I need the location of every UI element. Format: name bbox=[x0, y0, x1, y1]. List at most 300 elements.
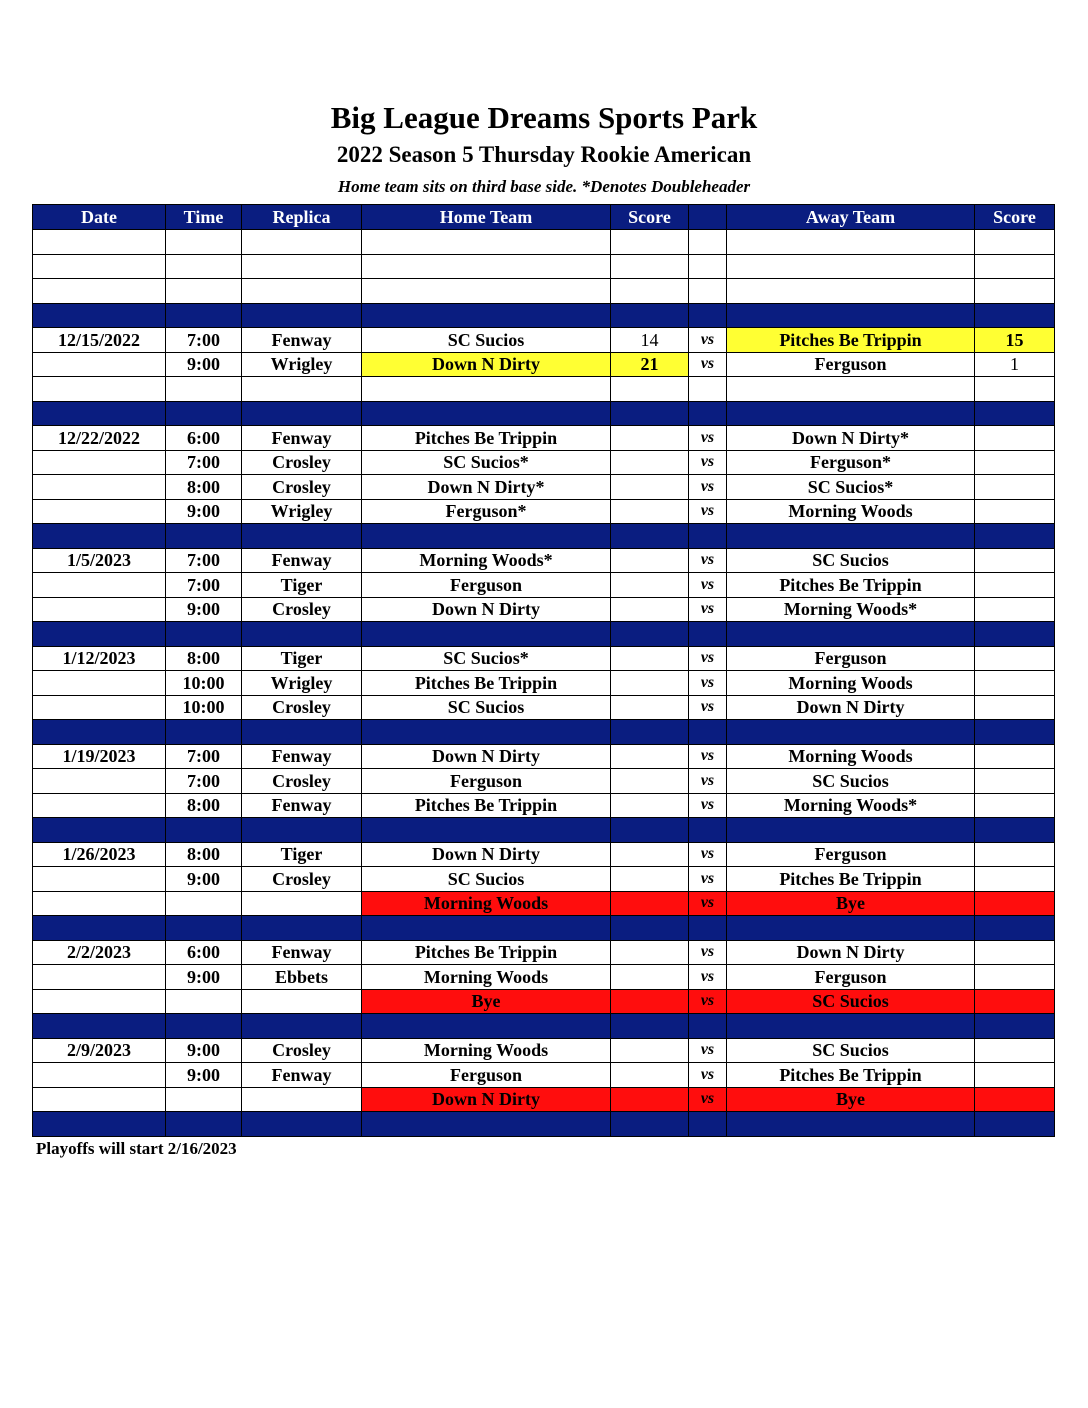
vs-cell: vs bbox=[689, 965, 727, 990]
page-title: Big League Dreams Sports Park bbox=[330, 100, 758, 135]
column-header-away-team: Away Team bbox=[727, 205, 975, 230]
home-team-cell: Morning Woods bbox=[362, 1038, 611, 1063]
replica-cell: Tiger bbox=[242, 842, 362, 867]
away-score-cell bbox=[975, 842, 1055, 867]
vs-cell: vs bbox=[689, 891, 727, 916]
away-team-cell bbox=[727, 377, 975, 402]
home-score-cell bbox=[611, 230, 689, 255]
game-row bbox=[33, 867, 1055, 892]
date-cell bbox=[33, 793, 166, 818]
date-cell bbox=[33, 720, 166, 745]
game-row bbox=[33, 573, 1055, 598]
time-cell bbox=[166, 989, 242, 1014]
blank-row bbox=[33, 377, 1055, 402]
replica-cell: Fenway bbox=[242, 328, 362, 353]
home-team-cell: Down N Dirty bbox=[362, 744, 611, 769]
game-row bbox=[33, 793, 1055, 818]
away-team-cell: Morning Woods bbox=[727, 499, 975, 524]
away-team-cell: Morning Woods* bbox=[727, 597, 975, 622]
vs-cell: vs bbox=[689, 1087, 727, 1112]
home-score-cell bbox=[611, 891, 689, 916]
time-cell: 9:00 bbox=[166, 597, 242, 622]
time-cell: 8:00 bbox=[166, 842, 242, 867]
home-score-cell bbox=[611, 401, 689, 426]
away-score-cell bbox=[975, 1087, 1055, 1112]
time-cell bbox=[166, 891, 242, 916]
week-separator-row bbox=[33, 818, 1055, 843]
home-team-cell bbox=[362, 279, 611, 304]
replica-cell: Tiger bbox=[242, 573, 362, 598]
date-cell bbox=[33, 230, 166, 255]
vs-cell: vs bbox=[689, 695, 727, 720]
away-team-cell: SC Sucios bbox=[727, 1038, 975, 1063]
replica-cell: Fenway bbox=[242, 1063, 362, 1088]
home-team-cell bbox=[362, 916, 611, 941]
replica-cell: Crosley bbox=[242, 1038, 362, 1063]
home-score-cell bbox=[611, 450, 689, 475]
away-team-cell: Morning Woods bbox=[727, 671, 975, 696]
away-score-cell bbox=[975, 671, 1055, 696]
away-team-cell: Ferguson* bbox=[727, 450, 975, 475]
away-score-cell bbox=[975, 475, 1055, 500]
vs-cell: vs bbox=[689, 744, 727, 769]
replica-cell: Ebbets bbox=[242, 965, 362, 990]
date-cell bbox=[33, 475, 166, 500]
time-cell: 8:00 bbox=[166, 646, 242, 671]
away-team-cell bbox=[727, 622, 975, 647]
home-score-cell bbox=[611, 573, 689, 598]
time-cell bbox=[166, 720, 242, 745]
game-row bbox=[33, 597, 1055, 622]
home-score-cell bbox=[611, 940, 689, 965]
column-header-home-team: Home Team bbox=[362, 205, 611, 230]
replica-cell bbox=[242, 916, 362, 941]
vs-cell bbox=[689, 720, 727, 745]
game-row bbox=[33, 940, 1055, 965]
home-score-cell bbox=[611, 254, 689, 279]
home-score-cell bbox=[611, 989, 689, 1014]
replica-cell bbox=[242, 989, 362, 1014]
date-cell bbox=[33, 573, 166, 598]
home-score-cell bbox=[611, 303, 689, 328]
replica-cell: Crosley bbox=[242, 769, 362, 794]
vs-cell: vs bbox=[689, 450, 727, 475]
date-cell: 2/9/2023 bbox=[33, 1038, 166, 1063]
away-score-cell bbox=[975, 867, 1055, 892]
date-cell: 2/2/2023 bbox=[33, 940, 166, 965]
replica-cell bbox=[242, 720, 362, 745]
date-cell bbox=[33, 499, 166, 524]
date-cell: 12/22/2022 bbox=[33, 426, 166, 451]
home-score-cell bbox=[611, 279, 689, 304]
home-team-cell: Pitches Be Trippin bbox=[362, 426, 611, 451]
vs-cell: vs bbox=[689, 573, 727, 598]
home-score-cell bbox=[611, 695, 689, 720]
replica-cell: Fenway bbox=[242, 548, 362, 573]
column-header-time: Time bbox=[166, 205, 242, 230]
vs-cell bbox=[689, 818, 727, 843]
home-score-cell bbox=[611, 793, 689, 818]
date-cell bbox=[33, 303, 166, 328]
replica-cell bbox=[242, 279, 362, 304]
replica-cell bbox=[242, 303, 362, 328]
replica-cell: Fenway bbox=[242, 744, 362, 769]
home-score-cell bbox=[611, 769, 689, 794]
time-cell: 7:00 bbox=[166, 573, 242, 598]
date-cell bbox=[33, 597, 166, 622]
away-team-cell: Ferguson bbox=[727, 352, 975, 377]
away-score-cell bbox=[975, 597, 1055, 622]
away-team-cell: Pitches Be Trippin bbox=[727, 328, 975, 353]
replica-cell: Crosley bbox=[242, 695, 362, 720]
away-score-cell bbox=[975, 499, 1055, 524]
week-separator-row bbox=[33, 303, 1055, 328]
home-team-cell bbox=[362, 254, 611, 279]
date-cell bbox=[33, 279, 166, 304]
away-team-cell: Morning Woods bbox=[727, 744, 975, 769]
time-cell bbox=[166, 377, 242, 402]
away-score-cell bbox=[975, 548, 1055, 573]
vs-cell: vs bbox=[689, 769, 727, 794]
away-team-cell bbox=[727, 254, 975, 279]
home-team-cell bbox=[362, 1014, 611, 1039]
away-team-cell bbox=[727, 720, 975, 745]
time-cell: 7:00 bbox=[166, 769, 242, 794]
week-separator-row bbox=[33, 916, 1055, 941]
week-separator-row bbox=[33, 524, 1055, 549]
replica-cell bbox=[242, 524, 362, 549]
away-score-cell bbox=[975, 254, 1055, 279]
vs-cell: vs bbox=[689, 671, 727, 696]
game-row bbox=[33, 744, 1055, 769]
vs-cell bbox=[689, 254, 727, 279]
home-team-cell bbox=[362, 1112, 611, 1137]
away-team-cell: Down N Dirty bbox=[727, 940, 975, 965]
time-cell bbox=[166, 818, 242, 843]
replica-cell bbox=[242, 377, 362, 402]
home-team-cell bbox=[362, 720, 611, 745]
vs-cell: vs bbox=[689, 548, 727, 573]
home-team-cell: Bye bbox=[362, 989, 611, 1014]
home-team-cell: SC Sucios bbox=[362, 695, 611, 720]
column-header-date: Date bbox=[33, 205, 166, 230]
game-row bbox=[33, 352, 1055, 377]
home-team-cell: Down N Dirty bbox=[362, 1087, 611, 1112]
away-score-cell bbox=[975, 1112, 1055, 1137]
vs-cell: vs bbox=[689, 940, 727, 965]
home-score-cell bbox=[611, 1014, 689, 1039]
game-row bbox=[33, 671, 1055, 696]
replica-cell: Wrigley bbox=[242, 499, 362, 524]
away-team-cell: Ferguson bbox=[727, 965, 975, 990]
home-team-cell bbox=[362, 524, 611, 549]
date-cell: 12/15/2022 bbox=[33, 328, 166, 353]
bye-row bbox=[33, 1087, 1055, 1112]
time-cell bbox=[166, 524, 242, 549]
away-score-cell bbox=[975, 720, 1055, 745]
away-team-cell bbox=[727, 916, 975, 941]
home-score-cell bbox=[611, 622, 689, 647]
home-team-cell: Pitches Be Trippin bbox=[362, 793, 611, 818]
game-row bbox=[33, 1038, 1055, 1063]
home-score-cell bbox=[611, 1063, 689, 1088]
away-score-cell bbox=[975, 744, 1055, 769]
home-team-cell: Ferguson bbox=[362, 1063, 611, 1088]
home-score-cell: 14 bbox=[611, 328, 689, 353]
vs-cell: vs bbox=[689, 867, 727, 892]
vs-cell: vs bbox=[689, 1038, 727, 1063]
vs-cell bbox=[689, 916, 727, 941]
home-team-cell: SC Sucios bbox=[362, 328, 611, 353]
away-score-cell: 1 bbox=[975, 352, 1055, 377]
vs-cell bbox=[689, 401, 727, 426]
home-score-cell bbox=[611, 818, 689, 843]
home-score-cell bbox=[611, 1038, 689, 1063]
away-team-cell: Bye bbox=[727, 1087, 975, 1112]
time-cell: 8:00 bbox=[166, 793, 242, 818]
home-team-cell: Down N Dirty bbox=[362, 842, 611, 867]
vs-cell: vs bbox=[689, 499, 727, 524]
date-cell bbox=[33, 965, 166, 990]
home-score-cell bbox=[611, 720, 689, 745]
date-cell: 1/19/2023 bbox=[33, 744, 166, 769]
away-team-cell: SC Sucios* bbox=[727, 475, 975, 500]
game-row bbox=[33, 475, 1055, 500]
replica-cell bbox=[242, 622, 362, 647]
home-team-cell: Ferguson bbox=[362, 573, 611, 598]
away-score-cell bbox=[975, 1014, 1055, 1039]
replica-cell bbox=[242, 891, 362, 916]
home-team-cell: Morning Woods bbox=[362, 891, 611, 916]
home-team-cell: Down N Dirty bbox=[362, 352, 611, 377]
away-score-cell: 15 bbox=[975, 328, 1055, 353]
time-cell: 9:00 bbox=[166, 1038, 242, 1063]
home-score-cell bbox=[611, 744, 689, 769]
table-header-row bbox=[33, 205, 1055, 230]
home-team-cell bbox=[362, 401, 611, 426]
date-cell bbox=[33, 695, 166, 720]
home-score-cell bbox=[611, 597, 689, 622]
replica-cell bbox=[242, 1112, 362, 1137]
replica-cell: Crosley bbox=[242, 450, 362, 475]
away-score-cell bbox=[975, 450, 1055, 475]
time-cell: 9:00 bbox=[166, 867, 242, 892]
away-score-cell bbox=[975, 426, 1055, 451]
time-cell: 6:00 bbox=[166, 940, 242, 965]
vs-cell: vs bbox=[689, 426, 727, 451]
date-cell bbox=[33, 1087, 166, 1112]
vs-cell: vs bbox=[689, 989, 727, 1014]
away-team-cell: SC Sucios bbox=[727, 769, 975, 794]
away-team-cell: Ferguson bbox=[727, 842, 975, 867]
vs-cell: vs bbox=[689, 646, 727, 671]
away-team-cell bbox=[727, 818, 975, 843]
home-team-cell: Pitches Be Trippin bbox=[362, 940, 611, 965]
date-cell bbox=[33, 671, 166, 696]
home-team-cell bbox=[362, 818, 611, 843]
date-cell bbox=[33, 377, 166, 402]
away-score-cell bbox=[975, 1063, 1055, 1088]
away-team-cell: Pitches Be Trippin bbox=[727, 1063, 975, 1088]
time-cell: 7:00 bbox=[166, 450, 242, 475]
time-cell bbox=[166, 622, 242, 647]
home-team-cell bbox=[362, 303, 611, 328]
date-cell: 1/5/2023 bbox=[33, 548, 166, 573]
home-score-cell bbox=[611, 671, 689, 696]
away-score-cell bbox=[975, 940, 1055, 965]
time-cell: 7:00 bbox=[166, 328, 242, 353]
time-cell bbox=[166, 1112, 242, 1137]
column-header-vs bbox=[689, 205, 727, 230]
game-row bbox=[33, 450, 1055, 475]
game-row bbox=[33, 769, 1055, 794]
blank-row bbox=[33, 279, 1055, 304]
away-score-cell bbox=[975, 769, 1055, 794]
away-score-cell bbox=[975, 230, 1055, 255]
replica-cell: Crosley bbox=[242, 475, 362, 500]
replica-cell bbox=[242, 818, 362, 843]
away-score-cell bbox=[975, 989, 1055, 1014]
game-row bbox=[33, 965, 1055, 990]
home-team-cell: Ferguson* bbox=[362, 499, 611, 524]
home-score-cell bbox=[611, 916, 689, 941]
away-score-cell bbox=[975, 965, 1055, 990]
date-cell bbox=[33, 891, 166, 916]
date-cell bbox=[33, 867, 166, 892]
vs-cell bbox=[689, 524, 727, 549]
date-cell bbox=[33, 622, 166, 647]
away-score-cell bbox=[975, 377, 1055, 402]
away-score-cell bbox=[975, 279, 1055, 304]
vs-cell: vs bbox=[689, 1063, 727, 1088]
away-score-cell bbox=[975, 573, 1055, 598]
home-score-cell bbox=[611, 524, 689, 549]
home-team-cell bbox=[362, 377, 611, 402]
away-score-cell bbox=[975, 303, 1055, 328]
home-score-cell bbox=[611, 1087, 689, 1112]
game-row bbox=[33, 1063, 1055, 1088]
week-separator-row bbox=[33, 622, 1055, 647]
away-team-cell bbox=[727, 401, 975, 426]
away-score-cell bbox=[975, 1038, 1055, 1063]
replica-cell bbox=[242, 401, 362, 426]
time-cell: 9:00 bbox=[166, 965, 242, 990]
game-row bbox=[33, 695, 1055, 720]
bye-row bbox=[33, 891, 1055, 916]
column-header-replica: Replica bbox=[242, 205, 362, 230]
vs-cell bbox=[689, 1112, 727, 1137]
home-team-cell bbox=[362, 230, 611, 255]
away-score-cell bbox=[975, 622, 1055, 647]
away-score-cell bbox=[975, 524, 1055, 549]
vs-cell: vs bbox=[689, 475, 727, 500]
replica-cell: Fenway bbox=[242, 426, 362, 451]
home-score-cell bbox=[611, 548, 689, 573]
date-cell bbox=[33, 401, 166, 426]
column-header-away-score: Score bbox=[975, 205, 1055, 230]
date-cell bbox=[33, 916, 166, 941]
away-score-cell bbox=[975, 793, 1055, 818]
schedule-note: Home team sits on third base side. *Denotes Doubleheader bbox=[337, 177, 751, 196]
home-team-cell: Pitches Be Trippin bbox=[362, 671, 611, 696]
replica-cell: Tiger bbox=[242, 646, 362, 671]
home-team-cell: SC Sucios* bbox=[362, 646, 611, 671]
away-team-cell: Ferguson bbox=[727, 646, 975, 671]
time-cell bbox=[166, 1014, 242, 1039]
home-team-cell: Morning Woods* bbox=[362, 548, 611, 573]
home-team-cell bbox=[362, 622, 611, 647]
away-team-cell: Pitches Be Trippin bbox=[727, 867, 975, 892]
game-row bbox=[33, 499, 1055, 524]
date-cell bbox=[33, 818, 166, 843]
home-score-cell bbox=[611, 867, 689, 892]
away-team-cell: Down N Dirty* bbox=[727, 426, 975, 451]
time-cell: 10:00 bbox=[166, 695, 242, 720]
playoffs-note: Playoffs will start 2/16/2023 bbox=[36, 1139, 237, 1158]
home-team-cell: Morning Woods bbox=[362, 965, 611, 990]
away-team-cell: Pitches Be Trippin bbox=[727, 573, 975, 598]
game-row bbox=[33, 426, 1055, 451]
home-score-cell: 21 bbox=[611, 352, 689, 377]
vs-cell: vs bbox=[689, 842, 727, 867]
replica-cell: Crosley bbox=[242, 867, 362, 892]
vs-cell bbox=[689, 279, 727, 304]
time-cell bbox=[166, 303, 242, 328]
away-score-cell bbox=[975, 818, 1055, 843]
away-team-cell bbox=[727, 230, 975, 255]
game-row bbox=[33, 328, 1055, 353]
time-cell: 7:00 bbox=[166, 548, 242, 573]
away-score-cell bbox=[975, 646, 1055, 671]
vs-cell bbox=[689, 377, 727, 402]
home-team-cell: SC Sucios bbox=[362, 867, 611, 892]
replica-cell: Wrigley bbox=[242, 671, 362, 696]
replica-cell bbox=[242, 230, 362, 255]
vs-cell: vs bbox=[689, 328, 727, 353]
week-separator-row bbox=[33, 720, 1055, 745]
vs-cell: vs bbox=[689, 352, 727, 377]
replica-cell bbox=[242, 254, 362, 279]
date-cell bbox=[33, 989, 166, 1014]
replica-cell: Fenway bbox=[242, 940, 362, 965]
page-subtitle: 2022 Season 5 Thursday Rookie American bbox=[336, 142, 752, 167]
away-team-cell: Bye bbox=[727, 891, 975, 916]
column-header-home-score: Score bbox=[611, 205, 689, 230]
time-cell bbox=[166, 279, 242, 304]
bye-row bbox=[33, 989, 1055, 1014]
home-team-cell: Ferguson bbox=[362, 769, 611, 794]
blank-row bbox=[33, 254, 1055, 279]
game-row bbox=[33, 548, 1055, 573]
away-team-cell bbox=[727, 524, 975, 549]
date-cell bbox=[33, 769, 166, 794]
time-cell: 7:00 bbox=[166, 744, 242, 769]
replica-cell bbox=[242, 1087, 362, 1112]
away-team-cell: SC Sucios bbox=[727, 548, 975, 573]
date-cell bbox=[33, 450, 166, 475]
home-team-cell: Down N Dirty* bbox=[362, 475, 611, 500]
vs-cell bbox=[689, 1014, 727, 1039]
home-score-cell bbox=[611, 377, 689, 402]
week-separator-row bbox=[33, 1014, 1055, 1039]
date-cell: 1/26/2023 bbox=[33, 842, 166, 867]
date-cell bbox=[33, 524, 166, 549]
vs-cell bbox=[689, 622, 727, 647]
date-cell bbox=[33, 1063, 166, 1088]
date-cell bbox=[33, 1112, 166, 1137]
home-score-cell bbox=[611, 499, 689, 524]
time-cell bbox=[166, 401, 242, 426]
